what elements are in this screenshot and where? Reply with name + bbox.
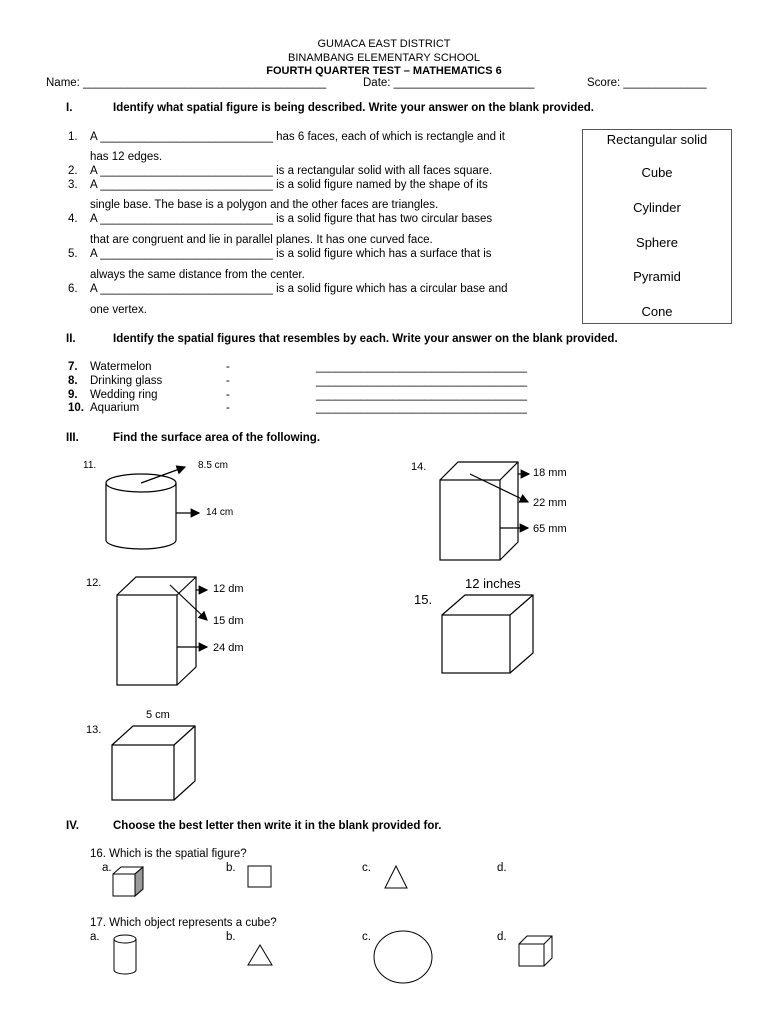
figure-13-side-label: 5 cm [146,709,170,721]
choice-cylinder: Cylinder [633,200,681,215]
school-title: BINAMBANG ELEMENTARY SCHOOL [288,52,480,64]
part2-instruction: Identify the spatial figures that resembles by each. Write your answer on the blank provided. [113,333,618,345]
cube-figure-15 [442,595,533,673]
score-field[interactable]: Score: _____________ [587,77,707,89]
item-number: 7. [68,361,78,373]
item-number: 10. [68,402,84,414]
part2-number: II. [66,333,76,345]
question-number: 1. [68,131,78,143]
part3-number: III. [66,432,79,444]
figure-12-dim-1: 12 dm [213,583,244,595]
choice-sphere: Sphere [636,235,678,250]
figure-12-dim-3: 24 dm [213,642,244,654]
question-number: 2. [68,165,78,177]
figure-11-number: 11. [83,460,97,471]
choice-cone: Cone [641,304,673,319]
question-16: 16. Which is the spatial figure? [90,848,247,860]
q17-option-shapes [114,931,552,983]
figure-11-height-label: 14 cm [206,507,234,518]
q16-option-a[interactable]: a. [102,862,112,874]
item-number: 8. [68,375,78,387]
choice-pyramid: Pyramid [633,269,681,284]
part4-number: IV. [66,820,80,832]
question-line-continued: one vertex. [90,304,147,316]
answer-blank[interactable]: _________________________________ [316,389,528,401]
choice-cube: Cube [641,165,673,180]
figure-14-dim-2: 22 mm [533,497,567,509]
question-line[interactable]: A ___________________________ has 6 faces, each of which is rectangle and it [90,131,505,143]
part1-instruction: Identify what spatial figure is being described. Write your answer on the blank provided. [113,102,594,114]
figure-12-dim-2: 15 dm [213,615,244,627]
figure-12-number: 12. [86,577,102,589]
q17-option-b[interactable]: b. [226,931,236,943]
question-number: 5. [68,248,78,260]
question-line[interactable]: A ___________________________ is a solid figure which has a circular base and [90,283,508,295]
q17-option-c[interactable]: c. [362,931,371,943]
question-line-continued: that are congruent and lie in parallel planes. It has one curved face. [90,234,433,246]
item-dash: - [226,402,230,414]
question-line-continued: always the same distance from the center. [90,269,305,281]
question-line-continued: single base. The base is a polygon and the other faces are triangles. [90,199,439,211]
question-line-continued: has 12 edges. [90,151,163,163]
item-text: Wedding ring [90,389,158,401]
test-title: FOURTH QUARTER TEST – MATHEMATICS 6 [266,65,502,77]
part1-number: I. [66,102,73,114]
item-text: Watermelon [90,361,152,373]
question-line[interactable]: A ___________________________ is a rectangular solid with all faces square. [90,165,493,177]
figure-13-number: 13. [86,724,102,736]
figure-14-dim-3: 65 mm [533,523,567,535]
question-number: 4. [68,213,78,225]
item-number: 9. [68,389,78,401]
answer-blank[interactable]: _________________________________ [316,402,528,414]
answer-blank[interactable]: _________________________________ [316,361,528,373]
question-line[interactable]: A ___________________________ is a solid figure which has a surface that is [90,248,492,260]
figure-15-side-label: 12 inches [465,576,521,591]
question-line[interactable]: A ___________________________ is a solid figure that has two circular bases [90,213,493,225]
question-17: 17. Which object represents a cube? [90,917,277,929]
question-number: 6. [68,283,78,295]
item-dash: - [226,389,230,401]
prism-figure-12 [117,577,207,685]
item-text: Aquarium [90,402,140,414]
figure-14-dim-1: 18 mm [533,467,567,479]
part3-instruction: Find the surface area of the following. [113,432,321,444]
figure-15-number: 15. [414,592,433,607]
figure-11-radius-label: 8.5 cm [198,460,229,471]
q16-option-d[interactable]: d. [497,862,507,874]
district-title: GUMACA EAST DISTRICT [317,38,451,50]
question-number: 3. [68,179,78,191]
cylinder-figure-11 [106,467,199,549]
part4-instruction: Choose the best letter then write it in the blank provided for. [113,820,442,832]
item-dash: - [226,361,230,373]
question-line[interactable]: A ___________________________ is a solid figure named by the shape of its [90,179,488,191]
item-dash: - [226,375,230,387]
answer-blank[interactable]: _________________________________ [316,375,528,387]
q16-option-c[interactable]: c. [362,862,371,874]
name-field[interactable]: Name: ______________________________________ [46,77,327,89]
figure-14-number: 14. [411,461,427,473]
q16-option-b[interactable]: b. [226,862,236,874]
cube-figure-13 [112,726,195,800]
q17-option-d[interactable]: d. [497,931,507,943]
item-text: Drinking glass [90,375,163,387]
choice-rectangular-solid: Rectangular solid [606,132,708,147]
q17-option-a[interactable]: a. [90,931,100,943]
prism-figure-14 [440,462,529,560]
date-field[interactable]: Date: ______________________ [363,77,535,89]
